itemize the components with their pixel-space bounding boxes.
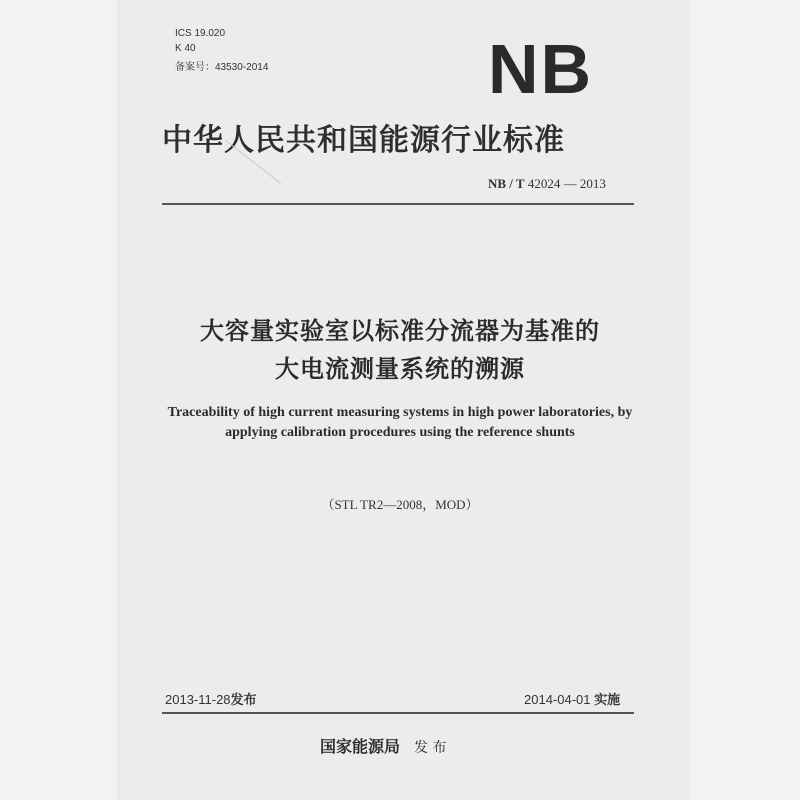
issuer-name: 国家能源局 — [320, 737, 401, 756]
header-rule — [162, 203, 634, 205]
footer-rule — [162, 712, 634, 714]
effective-date-value: 2014-04-01 — [524, 692, 591, 707]
org-title: 中华人民共和国能源行业标准 — [162, 123, 565, 158]
standard-code: 42024 — 2013 — [527, 176, 606, 191]
title-cn-line1: 大容量实验室以标准分流器为基准的 — [200, 317, 600, 345]
title-en-line1: Traceability of high current measuring systems in high power laboratories, by — [167, 405, 633, 420]
nb-logo: NB — [488, 30, 594, 108]
adoption-note: （STL TR2—2008，MOD） — [321, 497, 479, 512]
standard-number — [488, 176, 606, 192]
title-en-line2: applying calibration procedures using the reference shunts — [225, 425, 575, 440]
issue-date — [165, 689, 257, 708]
standard-prefix: NB / T — [488, 176, 525, 191]
issuer-verb: 发 布 — [414, 740, 447, 756]
issue-label: 发布 — [230, 693, 257, 708]
ccs-code: K 40 — [175, 43, 196, 54]
record-number: 备案号：43530-2014 — [175, 62, 269, 73]
issuer — [320, 734, 446, 757]
issue-date-value: 2013-11-28 — [165, 692, 231, 707]
effective-date — [524, 689, 620, 708]
ics-code: ICS 19.020 — [175, 28, 226, 39]
effective-label: 实施 — [594, 693, 621, 708]
title-cn-line2: 大电流测量系统的溯源 — [275, 355, 525, 383]
